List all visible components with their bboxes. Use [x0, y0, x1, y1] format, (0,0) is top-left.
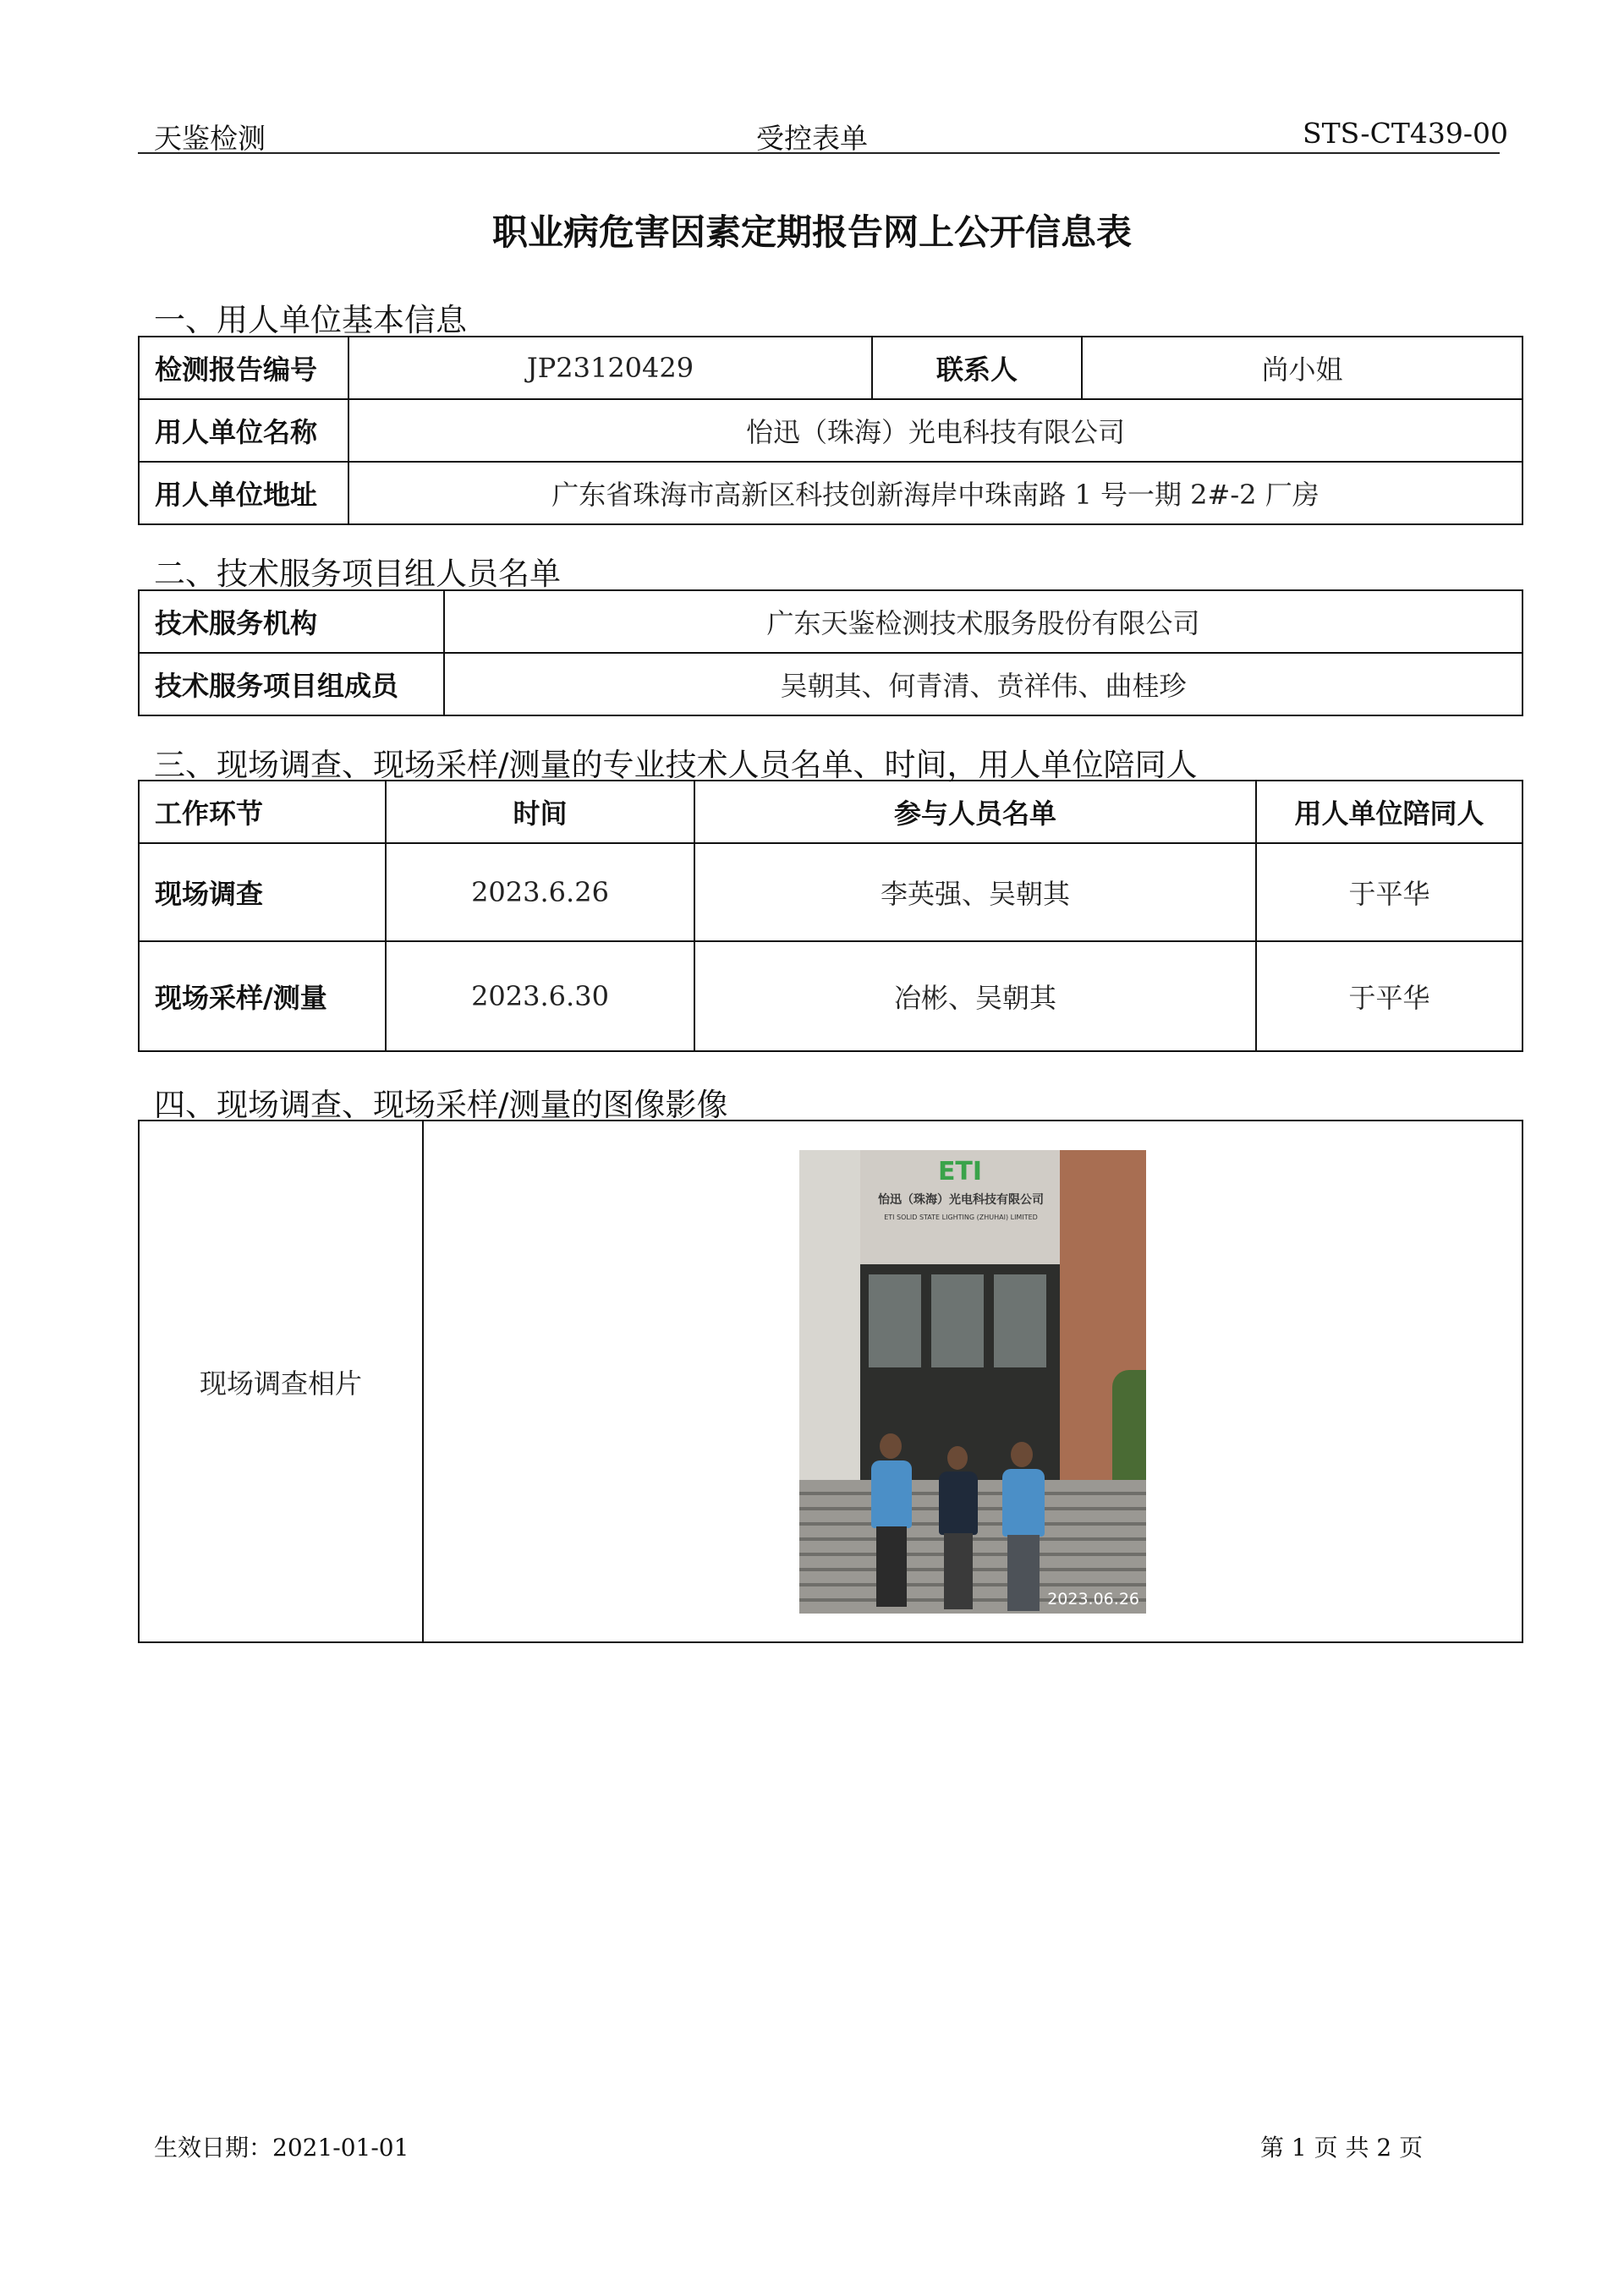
column-header: 参与人员名单	[694, 781, 1256, 843]
column-header: 工作环节	[139, 781, 386, 843]
date-cell: 2023.6.30	[386, 941, 694, 1051]
section2-heading: 二、技术服务项目组人员名单	[154, 556, 561, 592]
unit-name-label: 用人单位名称	[139, 399, 348, 462]
section3-heading: 三、现场调查、现场采样/测量的专业技术人员名单、时间，用人单位陪同人	[154, 747, 1198, 783]
members-label: 技术服务项目组成员	[139, 653, 444, 715]
escort-cell: 于平华	[1256, 843, 1522, 941]
section1-heading: 一、用人单位基本信息	[154, 302, 467, 338]
table-row	[139, 843, 1522, 941]
column-header: 时间	[386, 781, 694, 843]
column-header: 用人单位陪同人	[1256, 781, 1522, 843]
photo-glass-pane	[931, 1274, 984, 1367]
escort-cell: 于平华	[1256, 941, 1522, 1051]
header-right: STS-CT439-00	[1303, 117, 1508, 150]
fieldwork-table	[138, 780, 1523, 1052]
section4-heading: 四、现场调查、现场采样/测量的图像影像	[154, 1087, 728, 1123]
report-no-label: 检测报告编号	[139, 337, 348, 399]
photo-sign-line2: ETI SOLID STATE LIGHTING (ZHUHAI) LIMITED	[884, 1213, 1038, 1221]
unit-name-value: 怡迅（珠海）光电科技有限公司	[348, 399, 1522, 462]
page-number: 第 1 页 共 2 页	[1260, 2134, 1424, 2162]
contact-value: 尚小姐	[1082, 337, 1522, 399]
document-title: 职业病危害因素定期报告网上公开信息表	[491, 211, 1132, 253]
header-rule	[138, 152, 1500, 154]
contact-label: 联系人	[872, 337, 1082, 399]
address-label: 用人单位地址	[139, 462, 348, 524]
members-value: 吴朝其、何青清、贲祥伟、曲桂珍	[444, 653, 1522, 715]
effective-date: 生效日期：2021-01-01	[154, 2134, 409, 2162]
org-label: 技术服务机构	[139, 590, 444, 653]
header-center: 受控表单	[756, 122, 868, 155]
photo-glass-pane	[869, 1274, 921, 1367]
report-no-value: JP23120429	[348, 337, 872, 399]
photo-table	[138, 1120, 1523, 1643]
stage-cell: 现场采样/测量	[139, 941, 386, 1051]
photo-sign-logo: ETI	[937, 1156, 983, 1186]
photo-plant	[1112, 1370, 1146, 1497]
org-value: 广东天鉴检测技术服务股份有限公司	[444, 590, 1522, 653]
photo-label: 现场调查相片	[139, 1121, 423, 1642]
staff-cell: 冶彬、吴朝其	[694, 941, 1256, 1051]
staff-cell: 李英强、吴朝其	[694, 843, 1256, 941]
photo-cell	[423, 1121, 1522, 1642]
table-row	[139, 941, 1522, 1051]
stage-cell: 现场调查	[139, 843, 386, 941]
unit-info-table	[138, 336, 1523, 525]
date-cell: 2023.6.26	[386, 843, 694, 941]
photo-glass-pane	[994, 1274, 1046, 1367]
site-photo	[799, 1150, 1146, 1614]
team-table	[138, 589, 1523, 716]
header-left: 天鉴检测	[154, 122, 266, 155]
photo-sign-line1: 怡迅（珠海）光电科技有限公司	[878, 1192, 1044, 1207]
photo-timestamp: 2023.06.26	[1047, 1589, 1139, 1608]
address-value: 广东省珠海市高新区科技创新海岸中珠南路 1 号一期 2#-2 厂房	[348, 462, 1522, 524]
